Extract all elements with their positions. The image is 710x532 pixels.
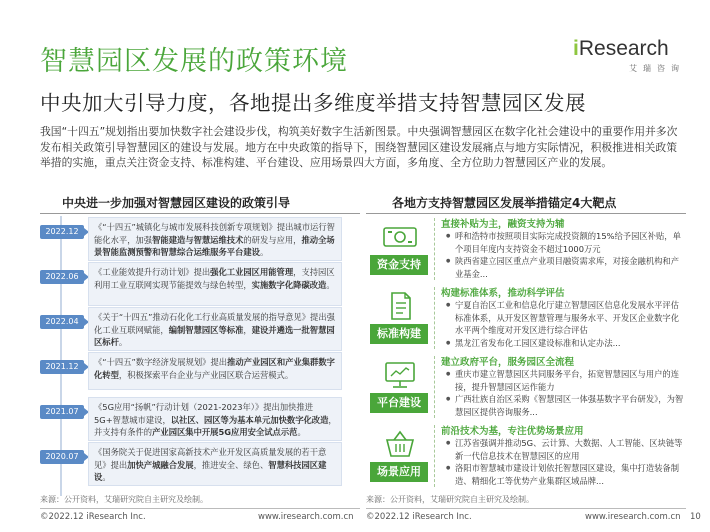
policy-date-tag: 2022.06 [40,270,84,284]
category-title: 构建标准体系，推动科学评估 [441,288,565,299]
policy-date-tag: 2021.07 [40,405,84,419]
money-icon [378,222,422,252]
policy-text-segment: 《“十四五”城镇化与城市发展科技创新专项规划》提出城市运行智能化水平，加强 [94,222,335,245]
category-bullets [446,230,684,280]
policy-text-segment: ，支持园区利用工业互联网实现节能提效与绿色转型， [94,267,335,290]
policy-text-segment: 《国务院关于促进国家高新技术产业开发区高质量发展的若干意见》提出 [94,447,327,470]
policy-text-segment: 。 [297,427,306,438]
policy-text-segment: 的研发与应用， [243,234,302,245]
policy-text-segment: 《“十四五”数字经济发展规划》提出 [94,357,228,367]
policy-text-segment: 《5G应用“扬帆”行动计划（2021-2023年）》提出加快推进5G+智慧城市建设， [94,402,314,425]
policy-highlight: 推动产业园区和产业集群数字化转型 [94,357,335,380]
bullet-item: ● 广西壮族自治区采购《智慧园区一体强基数字平台研发》，为智慧园区提供咨询服务... [446,393,684,418]
intro-paragraph: 我国“十四五”规划指出要加快数字社会建设步伐，构筑美好数字生活新图景。中央强调智慧园区在数字化社会建设中的重要作用并多次发布相关政策引导智慧园区的建设与发展。地方在中央政策的指导下，围绕智慧园区建设发展痛点与地方实际情况，积极推进相关政策举措的实施，重点关注资金支持、标准构建、平台建设、应用场景四大方面，多角度、全方位助力智慧园区产业的发展。 [40,125,678,169]
policy-date-tag: 2022.04 [40,315,84,329]
policy-card [88,262,342,306]
policy-text [94,266,337,291]
policy-text-segment: 。 [259,247,269,258]
policy-highlight: 产业园区集中开展5G应用安全试点示范 [152,427,298,438]
category-divider [434,218,435,280]
bullet-item: ● 江苏省强调并推动5G、云计算、大数据、人工智能、区块链等新一代信息技术在智慧园区的应用 [446,437,684,462]
logo-i: i [573,37,579,60]
footer-right-copyright: ©2022.12 iResearch Inc. [366,512,472,522]
policy-text-segment: ，积极探索平台企业与产业园区联合运营模式。 [118,369,294,380]
policy-text [94,401,337,439]
policy-card [88,397,342,441]
left-divider [40,213,360,214]
policy-text [94,356,337,381]
policy-card [88,217,342,261]
category-label: 平台建设 [370,393,428,413]
monitor-icon [378,360,422,390]
category-label: 资金支持 [370,255,428,275]
left-section-title: 中央进一步加强对智慧园区建设的政策引导 [62,196,291,210]
policy-highlight: 智能建造与智慧运维技术 [152,234,244,245]
bullet-item: ● 洛阳市智慧城市建设计划依托智慧园区建设，集中打造装备制造、精细化工等优势产业集群区域品牌... [446,462,684,487]
footer-right-url[interactable]: www.iresearch.com.cn [585,512,681,522]
policy-highlight: 实施数字化降碳改造 [251,279,327,290]
bullet-item: ● 黑龙江省发布化工园区建设标准和认定办法... [446,337,684,350]
category-title: 建立政府平台，服务园区全流程 [441,357,575,368]
policy-highlight: 强化工业园区用能管理 [210,267,294,277]
iresearch-logo [565,37,685,73]
category-bullets [446,437,684,487]
basket-icon [378,429,422,459]
policy-text-segment: 《工业能效提升行动计划》提出 [94,267,211,277]
policy-card [88,352,342,390]
category-divider [434,356,435,418]
policy-card [88,442,342,486]
policy-highlight: 加快产城融合发展 [127,459,194,470]
policy-text [94,446,337,484]
policy-highlight: 建设并遴选一批智慧园区标杆 [94,324,335,348]
policy-date-tag: 2022.12 [40,225,84,239]
policy-date-tag: 2020.07 [40,450,84,464]
footer-left-url[interactable]: www.iresearch.com.cn [258,512,354,522]
page-subtitle: 中央加大引导力度，各地提出多维度举措支持智慧园区发展 [40,91,586,115]
policy-card [88,307,342,351]
policy-text-segment: ， [243,324,252,335]
policy-highlight: 智慧科技园区建设 [94,459,327,483]
page-title: 智慧园区发展的政策环境 [40,46,348,77]
logo-word: Research [578,37,669,60]
policy-highlight: 编制智慧园区等标准 [168,324,244,335]
category-bullets [446,299,684,349]
category-title: 前沿技术为基，专注优势场景应用 [441,426,584,437]
right-section-title: 各地方支持智慧园区发展举措锚定4大靶点 [392,196,617,210]
footer-right-rule [366,508,686,509]
policy-text-segment: 《关于“十四五”推动石化化工行业高质量发展的指导意见》提出强化工业互联网赋能， [94,312,335,335]
policy-text-segment: 。 [102,472,111,483]
right-source-note: 来源：公开资料，艾瑞研究院自主研究及绘制。 [366,495,534,504]
policy-highlight: 以社区、园区等为基本单元加快数字化改造 [170,414,329,425]
footer-left-copyright: ©2022.12 iResearch Inc. [40,512,146,522]
bullet-item: ● 陕西省建立园区重点产业项目融资需求库，对接金融机构和产业基金... [446,255,684,280]
category-label: 标准构建 [370,324,428,344]
logo-subtitle: 艾瑞咨询 [629,64,685,73]
policy-text [94,221,337,259]
bullet-item: ● 宁夏自治区工业和信息化厅建立智慧园区信息化发展水平评估标准体系，从开发区智慧管理与服务水平、开发区企业数字化水平两个维度对开发区进行综合评估 [446,299,684,337]
category-bullets [446,368,684,418]
policy-text [94,311,337,349]
category-label: 场景应用 [370,462,428,482]
left-source-note: 来源：公开资料，艾瑞研究院自主研究及绘制。 [40,495,208,504]
policy-highlight: 推动全场景智能监测预警和智慧综合运维服务平台建设 [94,234,335,258]
policy-text-segment: 。 [118,337,128,348]
right-divider [366,213,686,214]
policy-text-segment: ，推进安全、绿色、 [193,459,269,470]
bullet-item: ● 呼和浩特市按照项目实际完成投资额的15%给予园区补贴，单个项目年度内支持资金不超过1000万元 [446,230,684,255]
policy-date-tag: 2021.12 [40,360,84,374]
category-divider [434,425,435,487]
category-divider [434,287,435,349]
document-icon [378,291,422,321]
page-number: 10 [690,512,701,522]
policy-text-segment: 。 [326,279,335,290]
footer-left-rule [40,508,360,509]
bullet-item: ● 重庆市建立智慧园区共同服务平台，拓宽智慧园区与用户的连接，提升智慧园区运作能力 [446,368,684,393]
category-title: 直接补贴为主，融资支持为辅 [441,219,565,230]
policy-text-segment: ，并支持有条件的 [94,414,337,438]
